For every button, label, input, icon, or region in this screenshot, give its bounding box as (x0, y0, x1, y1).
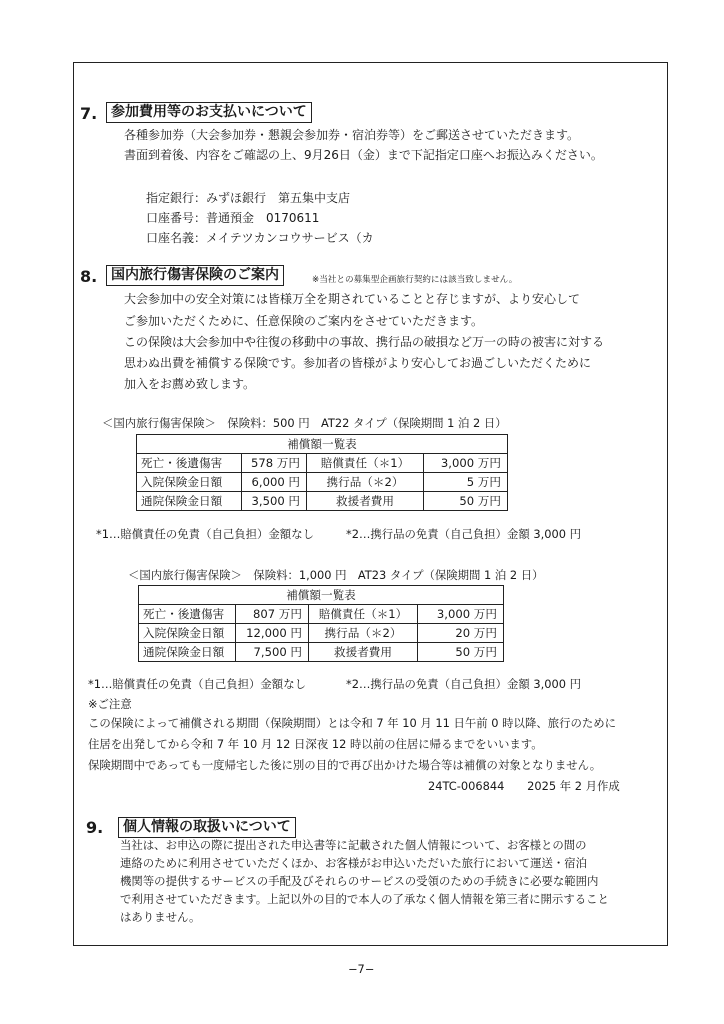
table-row (139, 624, 504, 643)
plan-2-caption: ＜国内旅行傷害保険＞ 保険料：1,000 円 AT23 タイプ（保険期間 1 泊 2 日） (128, 568, 544, 582)
section-9-number: 9. (86, 818, 104, 837)
table-cell: 死亡・後遺傷害 (139, 605, 236, 624)
table-cell: 807 万円 (236, 605, 309, 624)
table-row (139, 643, 504, 662)
table-cell: 賠償責任（＊1） (307, 454, 424, 473)
section-8-line-2: ご参加いただくために、任意保険のご案内をさせていただきます。 (124, 314, 484, 328)
table-cell: 3,000 万円 (418, 605, 504, 624)
section-8-title: 国内旅行傷害保険のご案内 (106, 265, 284, 286)
caution-line-3: 保険期間中であっても一度帰宅した後に別の目的で再び出かけた場合等は補償の対象となりません。 (88, 758, 602, 772)
section-7-line-2: 書面到着後、内容をご確認の上、9月26日（金）まで下記指定口座へお振込みください。 (124, 148, 603, 162)
caution-title: ※ご注意 (88, 697, 132, 711)
section-7-number: 7. (80, 104, 98, 123)
table-cell: 通院保険金日額 (137, 492, 242, 511)
table-cell: 入院保険金日額 (137, 473, 242, 492)
table-row (137, 454, 508, 473)
table-cell: 50 万円 (418, 643, 504, 662)
document-code: 24TC-006844 2025 年 2 月作成 (428, 779, 620, 793)
section-8-line-5: 加入をお薦め致します。 (124, 377, 256, 391)
section-7-title: 参加費用等のお支払いについて (106, 102, 312, 123)
table-header-row (139, 586, 504, 605)
table-row (137, 492, 508, 511)
plan-2-coverage-table (138, 585, 504, 662)
section-7-line-1: 各種参加券（大会参加券・懇親会参加券・宿泊券等）をご郵送させていただきます。 (124, 128, 580, 142)
section-8-number: 8. (80, 267, 98, 286)
table-cell: 578 万円 (242, 454, 307, 473)
account-number: 口座番号：普通預金 0170611 (146, 211, 320, 225)
table-head: 補償額一覧表 (137, 435, 508, 454)
caution-line-1: この保険によって補償される期間（保険期間）とは令和 7 年 10 月 11 日午前 0 時以降、旅行のために (88, 716, 617, 730)
plan-1-footnote-2: *2…携行品の免責（自己負担）金額 3,000 円 (346, 527, 582, 541)
section-9-title: 個人情報の取扱いについて (118, 817, 296, 838)
section-8-note: ※当社との募集型企画旅行契約には該当致しません。 (312, 275, 518, 285)
plan-1-footnote-1: *1…賠償責任の免責（自己負担）金額なし (96, 527, 314, 541)
table-row (137, 473, 508, 492)
section-8-line-4: 思わぬ出費を補償する保険です。参加者の皆様がより安心してお過ごしいただくために (124, 356, 592, 370)
section-8-line-3: この保険は大会参加中や往復の移動中の事故、携行品の破損など万一の時の被害に対する (124, 335, 605, 349)
table-cell: 3,500 円 (242, 492, 307, 511)
table-cell: 12,000 円 (236, 624, 309, 643)
section-9-line-4: で利用させていただきます。上記以外の目的で本人の了承なく個人情報を第三者に開示すること (120, 892, 609, 906)
table-cell: 救援者費用 (307, 492, 424, 511)
section-9-line-5: はありません。 (120, 910, 201, 924)
plan-2-footnote-1: *1…賠償責任の免責（自己負担）金額なし (88, 677, 306, 691)
table-row (139, 605, 504, 624)
section-9-line-2: 連絡のために利用させていただくほか、お客様がお申込いただいた旅行において運送・宿泊 (120, 856, 588, 870)
plan-1-coverage-table (136, 434, 508, 511)
table-cell: 50 万円 (424, 492, 508, 511)
section-9-line-1: 当社は、お申込の際に提出された申込書等に記載された個人情報について、お客様との間の (120, 838, 587, 852)
table-header-row (137, 435, 508, 454)
table-cell: 通院保険金日額 (139, 643, 236, 662)
table-cell: 携行品（＊2） (307, 473, 424, 492)
plan-2-footnote-2: *2…携行品の免責（自己負担）金額 3,000 円 (346, 677, 582, 691)
table-cell: 死亡・後遺傷害 (137, 454, 242, 473)
table-cell: 6,000 円 (242, 473, 307, 492)
table-cell: 携行品（＊2） (309, 624, 418, 643)
table-head: 補償額一覧表 (139, 586, 504, 605)
table-cell: 5 万円 (424, 473, 508, 492)
section-8-line-1: 大会参加中の安全対策には皆様万全を期されていることと存じますが、より安心して (124, 292, 581, 306)
table-cell: 20 万円 (418, 624, 504, 643)
table-cell: 入院保険金日額 (139, 624, 236, 643)
plan-1-caption: ＜国内旅行傷害保険＞ 保険料：500 円 AT22 タイプ（保険期間 1 泊 2 日） (102, 416, 507, 430)
account-holder: 口座名義：メイテツカンコウサービス（カ (146, 231, 374, 245)
table-cell: 7,500 円 (236, 643, 309, 662)
table-cell: 救援者費用 (309, 643, 418, 662)
section-9-line-3: 機関等の提供するサービスの手配及びそれらのサービスの受領のための手続きに必要な範囲内 (120, 874, 599, 888)
table-cell: 3,000 万円 (424, 454, 508, 473)
caution-line-2: 住居を出発してから令和 7 年 10 月 12 日深夜 12 時以前の住居に帰るまでをいいます。 (88, 737, 543, 751)
table-cell: 賠償責任（＊1） (309, 605, 418, 624)
bank-name: 指定銀行：みずほ銀行 第五集中支店 (146, 191, 351, 205)
page-number: −7− (348, 962, 375, 976)
